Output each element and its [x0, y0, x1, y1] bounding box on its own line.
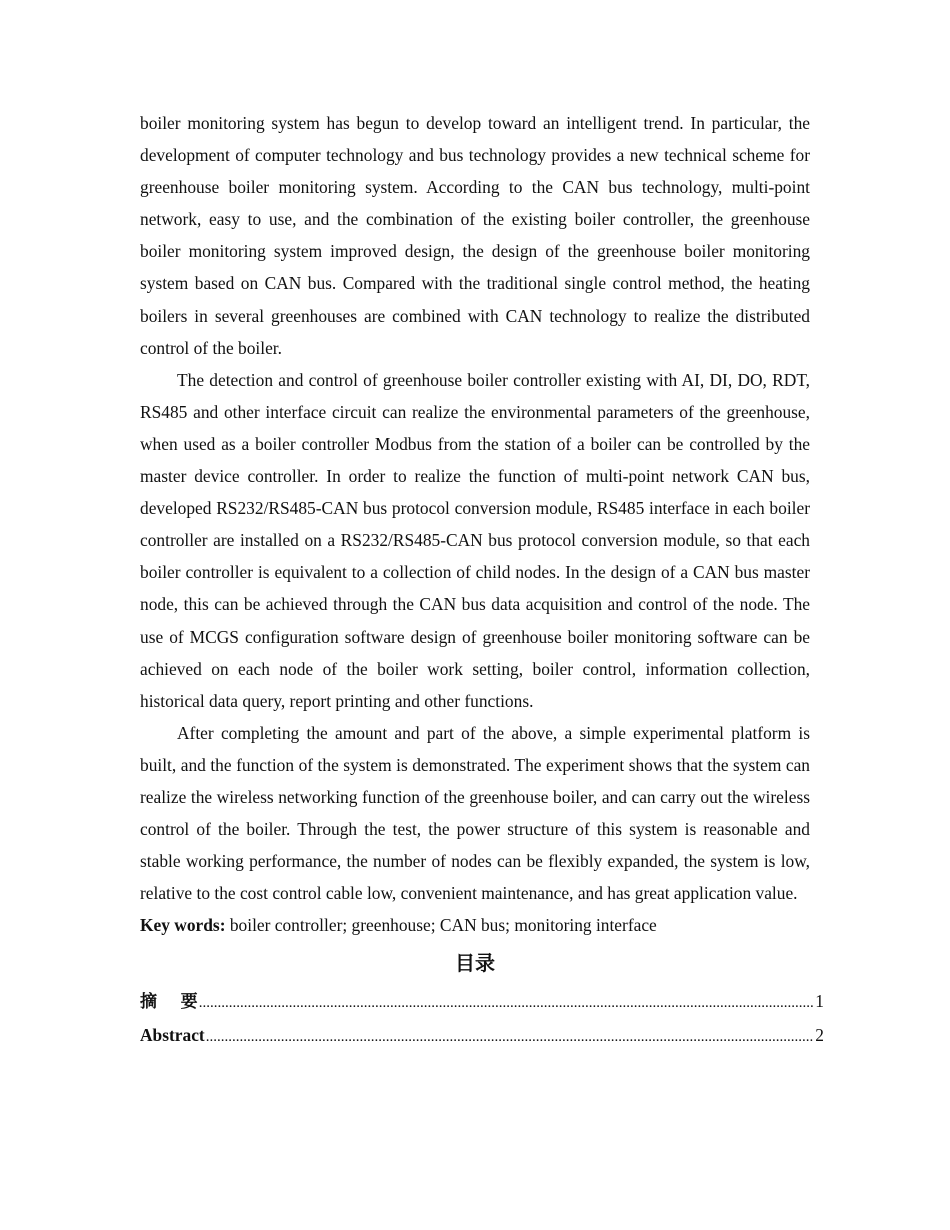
toc-entry-label: 摘 要 — [140, 992, 198, 1013]
toc-entry-abstract-en[interactable] — [140, 1018, 824, 1052]
keywords-label: Key words: — [140, 915, 226, 936]
keywords-line — [140, 909, 810, 941]
toc-title: 目录 — [455, 951, 495, 976]
toc-entry-page: 2 — [815, 1025, 824, 1046]
abstract-paragraph-2: The detection and control of greenhouse boiler controller existing with AI, DI, DO, RDT, RS485 and other interface circuit can realize the environmental parameters of the greenhouse, when used as a boiler controller Modbus from the station of a boiler can be controlled by the master device controller. In order to realize the function of multi-point network CAN bus, developed RS232/RS485-CAN bus protocol conversion module, RS485 interface in each boiler controller are installed on a RS232/RS485-CAN bus protocol conversion module, so that each boiler controller is equivalent to a collection of child nodes. In the design of a CAN bus master node, this can be achieved through the CAN bus data acquisition and control of the node. The use of MCGS configuration software design of greenhouse boiler monitoring software can be achieved on each node of the boiler work setting, boiler control, information collection, historical data query, report printing and other functions. — [140, 369, 810, 711]
toc-leader-dots — [199, 986, 815, 1020]
keywords-text: boiler controller; greenhouse; CAN bus; monitoring interface — [225, 915, 657, 936]
document-page — [140, 107, 824, 1052]
toc-entry-page: 1 — [815, 991, 824, 1012]
toc-leader-dots — [206, 1020, 815, 1054]
abstract-paragraph-3: After completing the amount and part of the above, a simple experimental platform is built, and the function of the system is demonstrated. The experiment shows that the system can realize the wireless networking function of the greenhouse boiler, and can carry out the wireless control of the boiler. Through the test, the power structure of this system is reasonable and stable working performance, the number of nodes can be flexibly expanded, the system is low, relative to the cost control cable low, convenient maintenance, and has great application value. — [140, 722, 810, 904]
abstract-paragraph-1: boiler monitoring system has begun to develop toward an intelligent trend. In particular, the development of computer technology and bus technology provides a new technical scheme for greenhouse boiler monitoring system. According to the CAN bus technology, multi-point network, easy to use, and the combination of the existing boiler controller, the greenhouse boiler monitoring system improved design, the design of the greenhouse boiler monitoring system based on CAN bus. Compared with the traditional single control method, the heating boilers in several greenhouses are combined with CAN technology to realize the distributed control of the boiler. — [140, 113, 810, 358]
toc-entry-abstract-cn[interactable] — [140, 984, 824, 1018]
toc-entry-label: Abstract — [140, 1025, 205, 1046]
